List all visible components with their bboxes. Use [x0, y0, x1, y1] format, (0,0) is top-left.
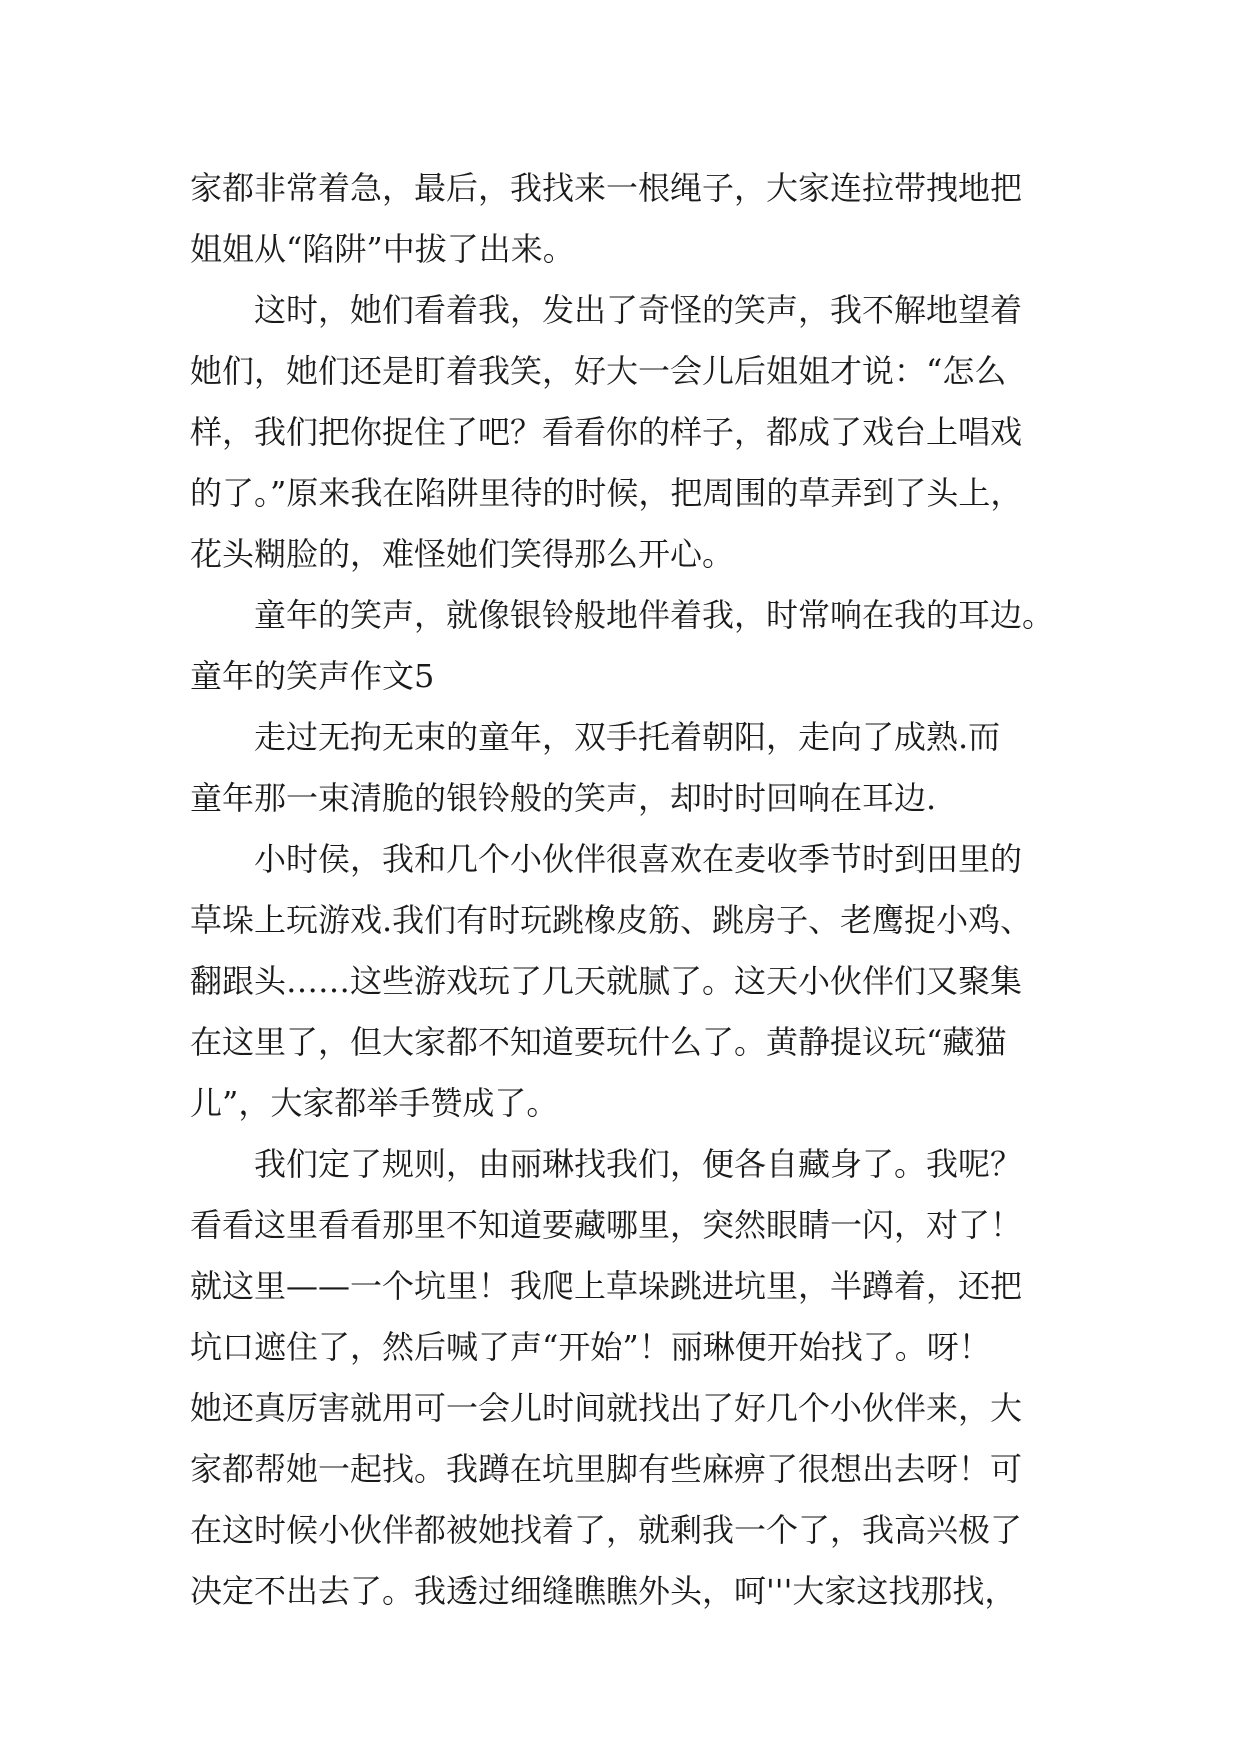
- text-line: 儿”，大家都举手赞成了。: [190, 1084, 559, 1122]
- text-line: 决定不出去了。我透过细缝瞧瞧外头，呵'''大家这找那找，: [190, 1572, 1017, 1610]
- text-line: 家都帮她一起找。我蹲在坑里脚有些麻痹了很想出去呀！可: [190, 1450, 1023, 1488]
- text-line: 在这里了，但大家都不知道要玩什么了。黄静提议玩“藏猫: [190, 1023, 1007, 1061]
- text-line: 家都非常着急，最后，我找来一根绳子，大家连拉带拽地把: [190, 169, 1023, 207]
- text-line: 翻跟头……这些游戏玩了几天就腻了。这天小伙伴们又聚集: [190, 962, 1023, 1000]
- text-line: 在这时候小伙伴都被她找着了，就剩我一个了，我高兴极了: [190, 1511, 1023, 1549]
- text-line: 她还真厉害就用可一会儿时间就找出了好几个小伙伴来，大: [190, 1389, 1023, 1427]
- paragraph-start-line: 这时，她们看着我，发出了奇怪的笑声，我不解地望着: [254, 291, 1023, 329]
- text-line: 坑口遮住了，然后喊了声“开始”！丽琳便开始找了。呀！: [190, 1328, 991, 1366]
- text-line: 姐姐从“陷阱”中拔了出来。: [190, 230, 575, 268]
- text-line: 她们，她们还是盯着我笑，好大一会儿后姐姐才说：“怎么: [190, 352, 1007, 390]
- text-line: 就这里——一个坑里！我爬上草垛跳进坑里，半蹲着，还把: [190, 1267, 1023, 1305]
- text-line: 看看这里看看那里不知道要藏哪里，突然眼睛一闪，对了！: [190, 1206, 1023, 1244]
- paragraph-start-line: 我们定了规则，由丽琳找我们，便各自藏身了。我呢？: [254, 1145, 1023, 1183]
- section-heading: 童年的笑声作文5: [190, 657, 435, 695]
- paragraph-start-line: 小时侯，我和几个小伙伴很喜欢在麦收季节时到田里的: [254, 840, 1023, 878]
- paragraph-start-line: 走过无拘无束的童年，双手托着朝阳，走向了成熟.而: [254, 718, 1001, 756]
- essay-body: [190, 158, 1060, 1622]
- text-line: 草垛上玩游戏.我们有时玩跳橡皮筋、跳房子、老鹰捉小鸡、: [190, 901, 1033, 939]
- text-line: 的了。”原来我在陷阱里待的时候，把周围的草弄到了头上，: [190, 474, 1023, 512]
- text-line: 花头糊脸的，难怪她们笑得那么开心。: [190, 535, 735, 573]
- text-line: 童年那一束清脆的银铃般的笑声，却时时回响在耳边.: [190, 779, 937, 817]
- paragraph-start-line: 童年的笑声，就像银铃般地伴着我，时常响在我的耳边。: [254, 596, 1055, 634]
- text-line: 样，我们把你捉住了吧？看看你的样子，都成了戏台上唱戏: [190, 413, 1023, 451]
